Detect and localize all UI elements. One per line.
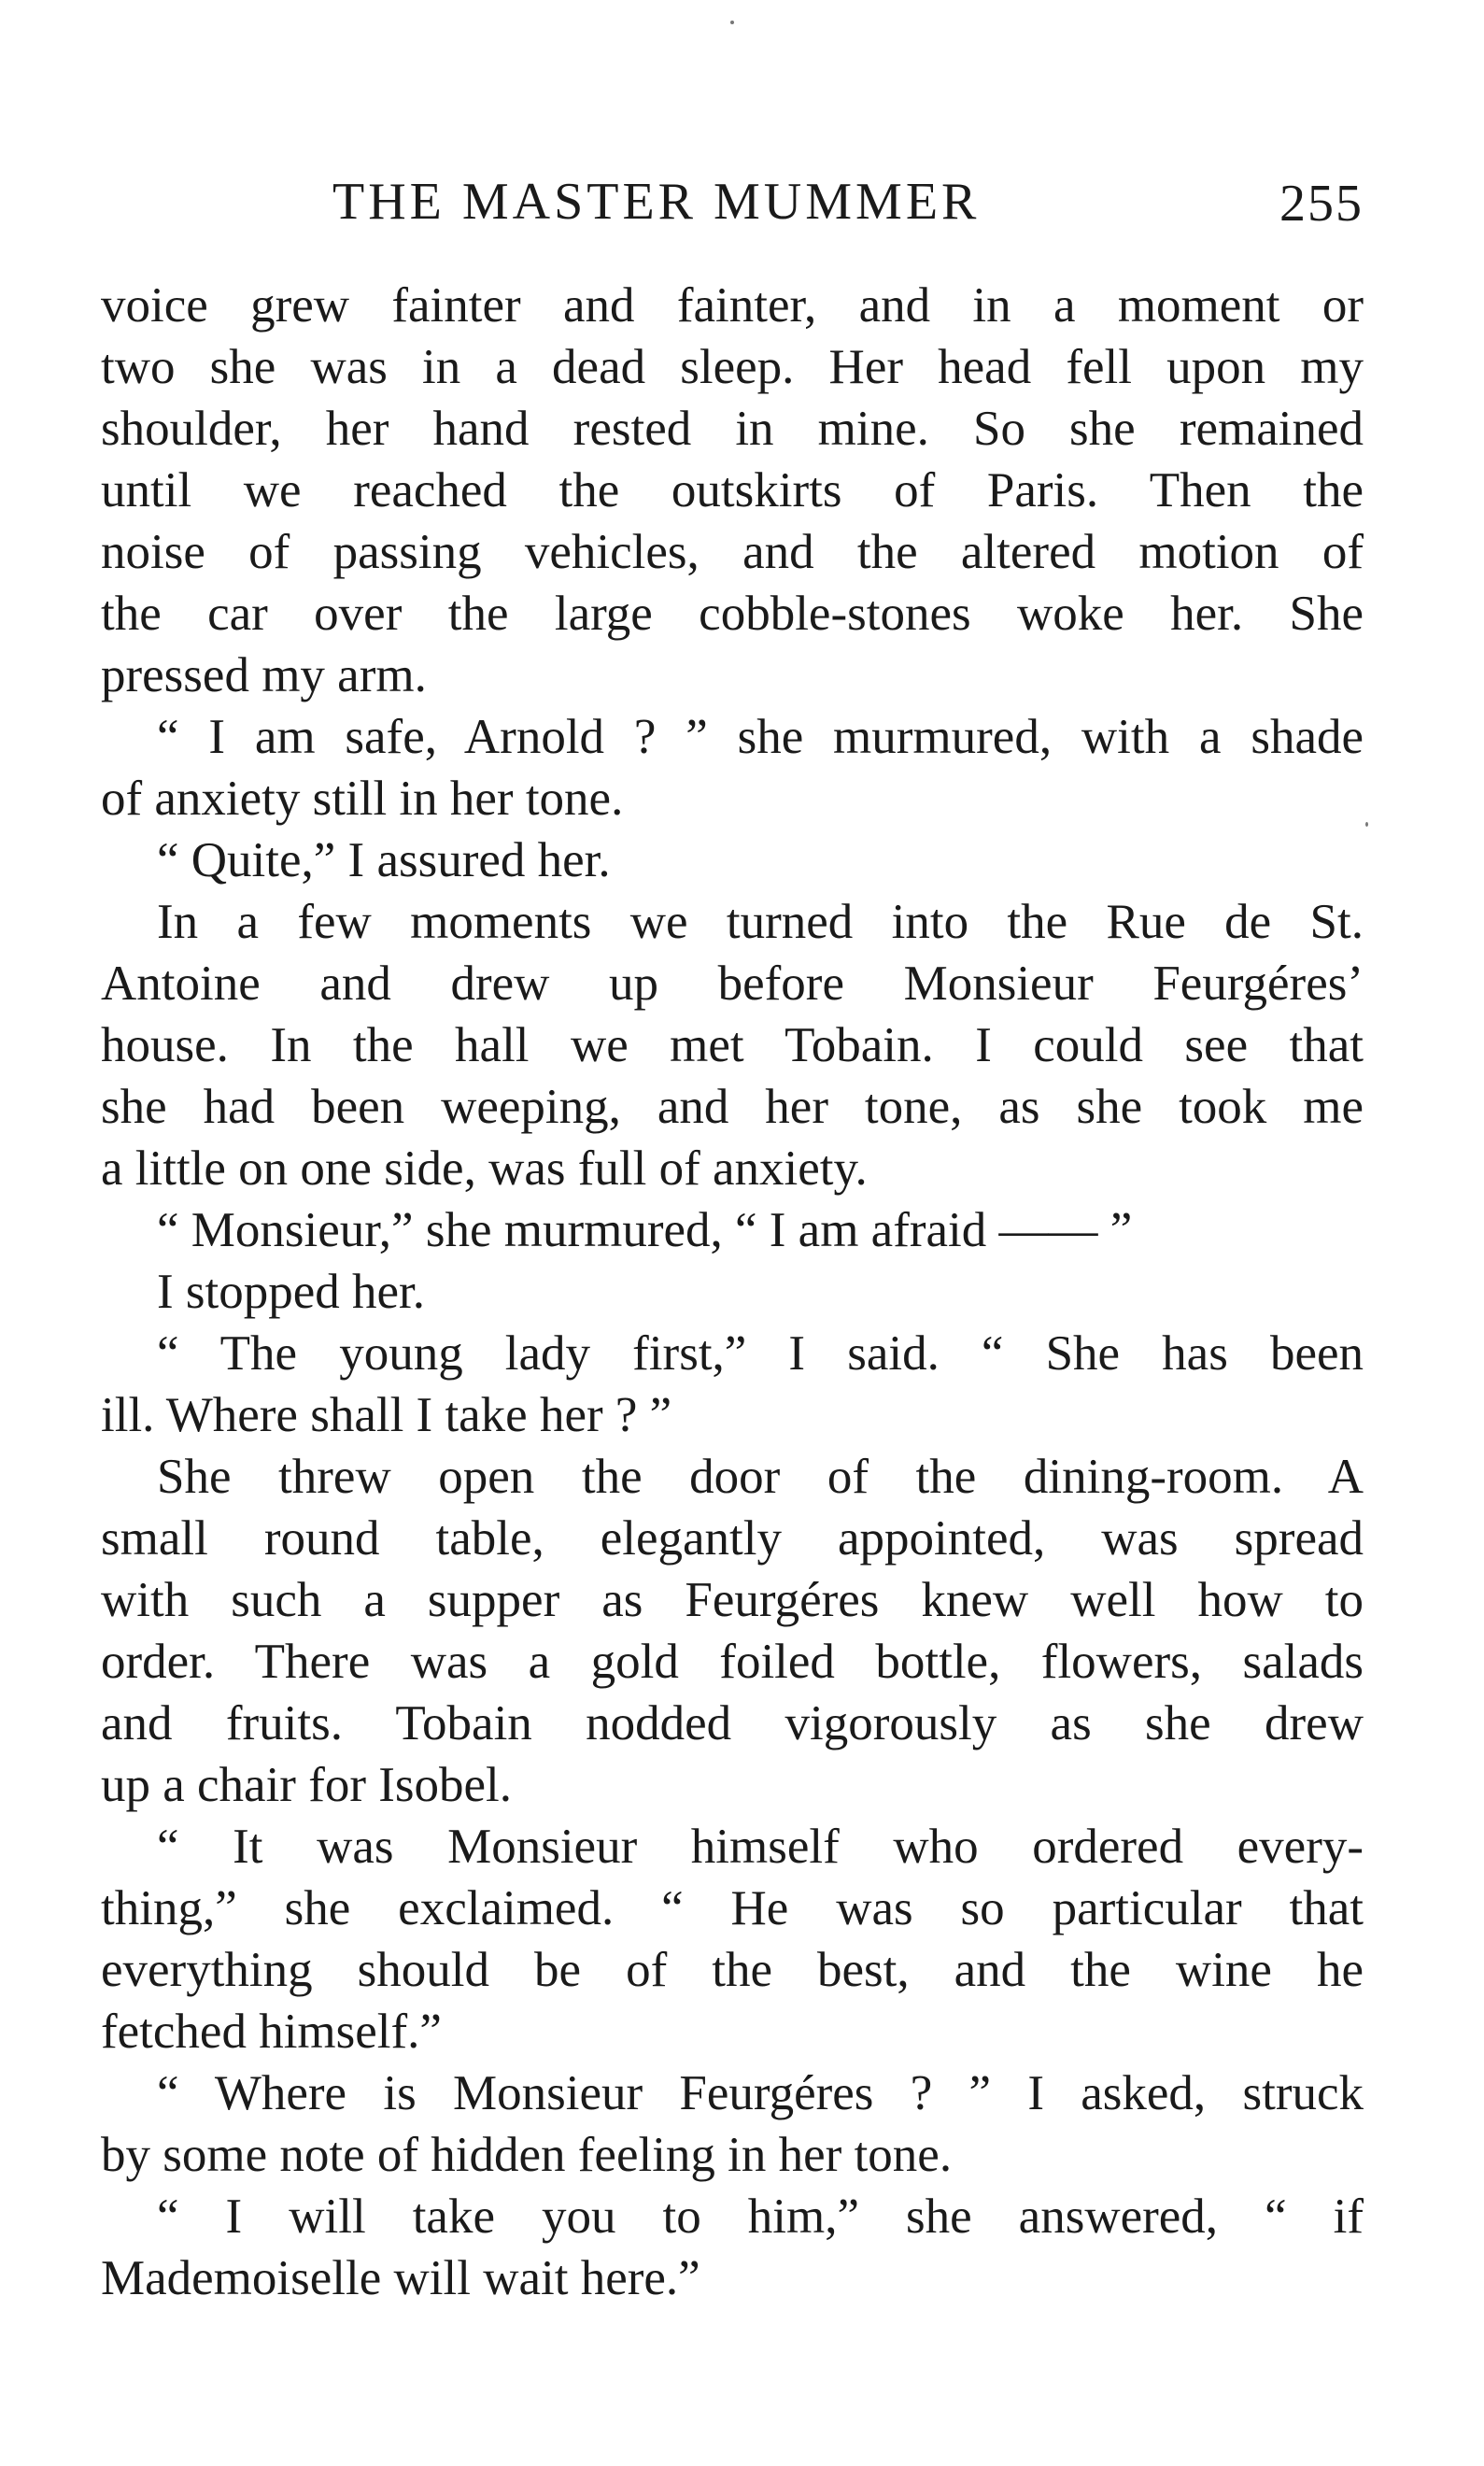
- text-line: Antoine and drew up before Monsieur Feurgéres’: [101, 957, 1364, 1011]
- text-line: small round table, elegantly appointed, was spread: [101, 1511, 1364, 1566]
- text-line: and fruits. Tobain nodded vigorously as she drew: [101, 1696, 1364, 1750]
- text-line: “ Monsieur,” she murmured, “ I am afraid —— ”: [157, 1203, 1133, 1257]
- paragraph: [101, 2062, 1364, 2186]
- body-text: [101, 275, 1364, 2309]
- ink-speck: [730, 21, 734, 24]
- text-line: In a few moments we turned into the Rue de St.: [157, 895, 1364, 949]
- text-line: noise of passing vehicles, and the altered motion of: [101, 525, 1364, 579]
- text-line: until we reached the outskirts of Paris. Then the: [101, 463, 1364, 517]
- paragraph: [101, 1261, 1364, 1323]
- page-number: 255: [1279, 175, 1364, 233]
- text-line: She threw open the door of the dining-room. A: [157, 1450, 1364, 1504]
- text-line: shoulder, her hand rested in mine. So she remained: [101, 402, 1364, 456]
- text-line: of anxiety still in her tone.: [101, 772, 624, 826]
- text-line: thing,” she exclaimed. “ He was so particular that: [101, 1881, 1364, 1935]
- text-line: with such a supper as Feurgéres knew well how to: [101, 1573, 1364, 1627]
- text-line: a little on one side, was full of anxiety.: [101, 1141, 868, 1196]
- running-title: THE MASTER MUMMER: [332, 173, 981, 231]
- running-head: [101, 164, 1364, 239]
- text-line: everything should be of the best, and the wine he: [101, 1943, 1364, 1997]
- text-line: ill. Where shall I take her ? ”: [101, 1388, 672, 1442]
- paragraph: [101, 2186, 1364, 2309]
- text-line: I stopped her.: [157, 1265, 426, 1319]
- text-line: the car over the large cobble-stones woke her. She: [101, 587, 1364, 641]
- paragraph: [101, 829, 1364, 891]
- ink-speck: [1365, 822, 1368, 827]
- text-line: pressed my arm.: [101, 648, 427, 702]
- text-line: “ The young lady first,” I said. “ She has been: [157, 1326, 1364, 1381]
- paragraph: [101, 1816, 1364, 2062]
- paragraph: [101, 1446, 1364, 1816]
- paragraph: [101, 891, 1364, 1199]
- text-line: Mademoiselle will wait here.”: [101, 2251, 700, 2305]
- text-line: voice grew fainter and fainter, and in a moment or: [101, 278, 1364, 333]
- text-line: by some note of hidden feeling in her tone.: [101, 2128, 953, 2182]
- text-line: she had been weeping, and her tone, as she took me: [101, 1080, 1364, 1134]
- paragraph: [101, 1323, 1364, 1446]
- text-line: “ Where is Monsieur Feurgéres ? ” I asked, struck: [157, 2066, 1364, 2120]
- paragraph: [101, 1199, 1364, 1261]
- text-line: “ Quite,” I assured her.: [157, 833, 611, 887]
- text-line: “ I will take you to him,” she answered, “ if: [157, 2190, 1364, 2244]
- paragraph: [101, 275, 1364, 706]
- paragraph: [101, 706, 1364, 829]
- text-line: house. In the hall we met Tobain. I could see that: [101, 1018, 1364, 1072]
- text-line: two she was in a dead sleep. Her head fell upon my: [101, 340, 1364, 394]
- text-line: “ It was Monsieur himself who ordered every-: [157, 1820, 1364, 1874]
- text-line: fetched himself.”: [101, 2005, 442, 2059]
- text-line: “ I am safe, Arnold ? ” she murmured, with a shade: [157, 710, 1364, 764]
- text-line: up a chair for Isobel.: [101, 1758, 513, 1812]
- text-line: order. There was a gold foiled bottle, flowers, salads: [101, 1635, 1364, 1689]
